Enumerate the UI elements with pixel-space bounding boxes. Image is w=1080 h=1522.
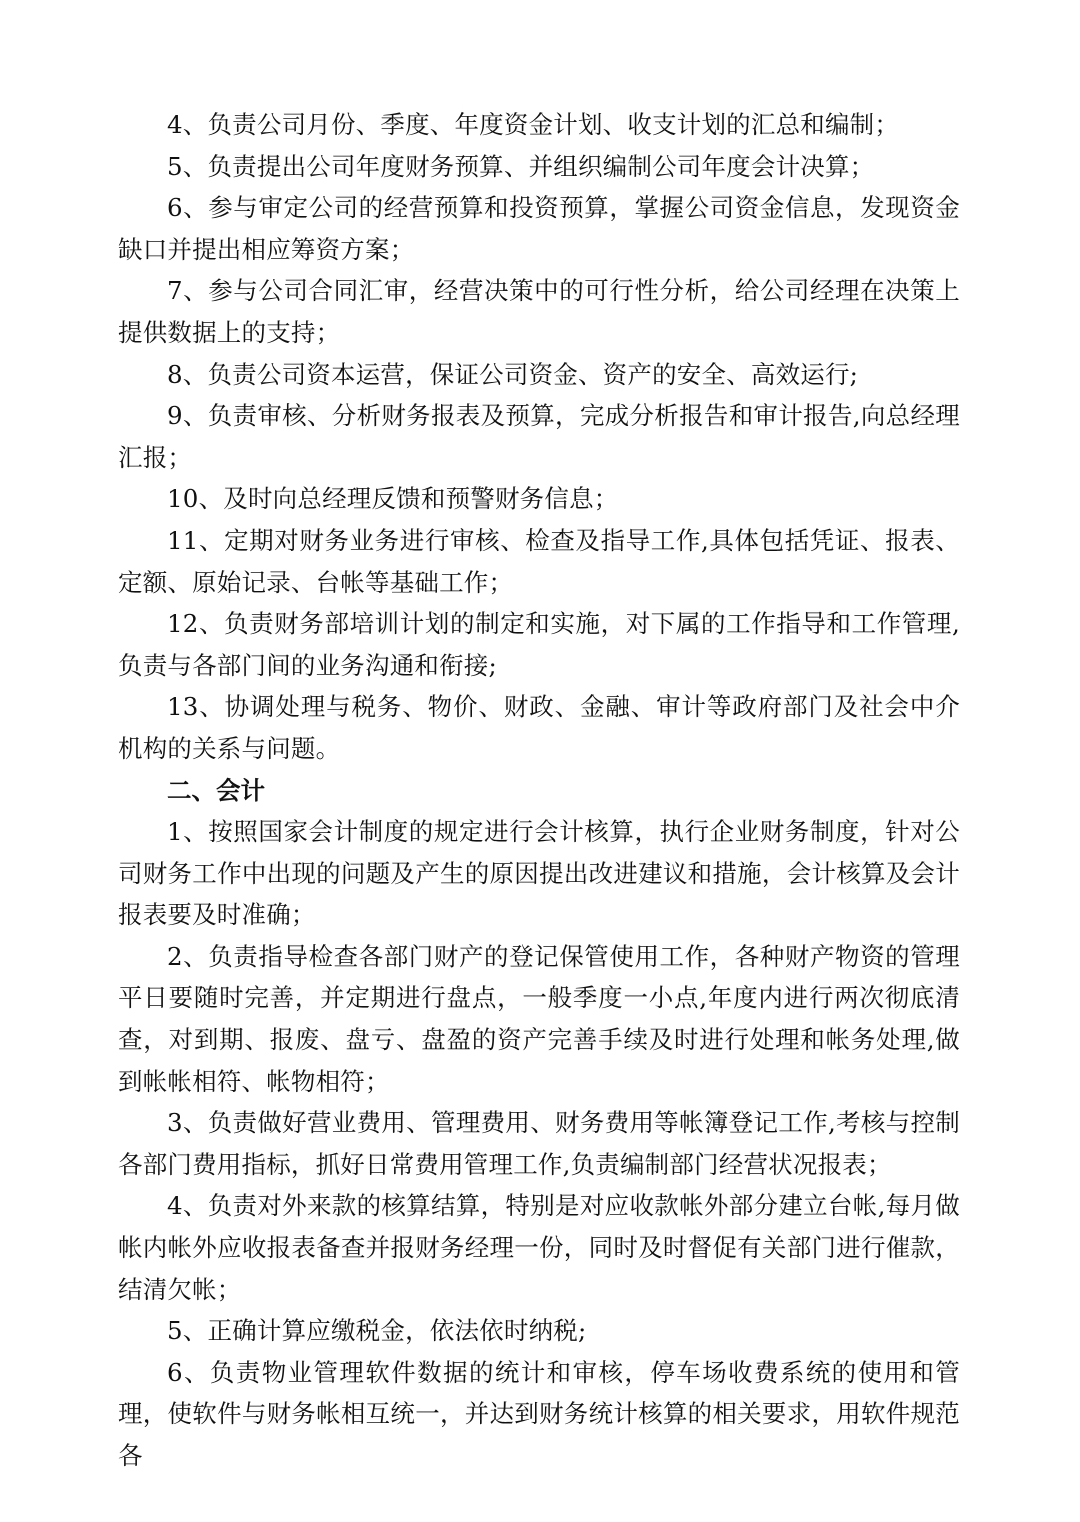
accounting-item-1: 1、按照国家会计制度的规定进行会计核算，执行企业财务制度，针对公司财务工作中出现的问题及产生的原因提出改进建议和措施，会计核算及会计报表要及时准确； (118, 817, 960, 930)
duty-item-9: 9、负责审核、分析财务报表及预算，完成分析报告和审计报告,向总经理汇报； (118, 401, 960, 472)
duty-item-12: 12、负责财务部培训计划的制定和实施，对下属的工作指导和工作管理,负责与各部门间的业务沟通和衔接; (118, 609, 960, 680)
accounting-item-5: 5、正确计算应缴税金，依法依时纳税; (167, 1316, 587, 1346)
duty-item-11: 11、定期对财务业务进行审核、检查及指导工作,具体包括凭证、报表、定额、原始记录、台帐等基础工作； (118, 525, 960, 597)
duty-item-8: 8、负责公司资本运营，保证公司资金、资产的安全、高效运行; (167, 359, 859, 389)
duty-item-13: 13、协调处理与税务、物价、财政、金融、审计等政府部门及社会中介机构的关系与问题。 (118, 692, 960, 763)
duty-item-4: 4、负责公司月份、季度、年度资金计划、收支计划的汇总和编制； (167, 110, 900, 139)
duty-item-10: 10、及时向总经理反馈和预警财务信息； (167, 484, 619, 514)
duty-item-7: 7、参与公司合同汇审，经营决策中的可行性分析，给公司经理在决策上提供数据上的支持； (118, 276, 960, 347)
duty-item-6: 6、参与审定公司的经营预算和投资预算，掌握公司资金信息，发现资金缺口并提出相应筹资方案； (118, 193, 960, 264)
accounting-item-4: 4、负责对外来款的核算结算，特别是对应收款帐外部分建立台帐,每月做帐内帐外应收报表备查并报财务经理一份，同时及时督促有关部门进行催款，结清欠帐； (118, 1191, 960, 1304)
accounting-item-6: 6、负责物业管理软件数据的统计和审核，停车场收费系统的使用和管理，使软件与财务帐相互统一，并达到财务统计核算的相关要求，用软件规范各 (118, 1357, 960, 1470)
duty-item-5: 5、负责提出公司年度财务预算、并组织编制公司年度会计决算； (167, 151, 875, 181)
document-page (118, 104, 960, 1477)
section-heading-accounting: 二、会计 (167, 775, 265, 805)
accounting-item-2: 2、负责指导检查各部门财产的登记保管使用工作，各种财产物资的管理平日要随时完善，并定期进行盘点，一般季度一小点,年度内进行两次彻底清查，对到期、报废、盘亏、盘盈的资产完善手续及时进行处理和帐务处理,做到帐帐相符、帐物相符； (118, 941, 960, 1096)
accounting-item-3: 3、负责做好营业费用、管理费用、财务费用等帐簿登记工作,考核与控制各部门费用指标，抓好日常费用管理工作,负责编制部门经营状况报表； (118, 1108, 960, 1179)
